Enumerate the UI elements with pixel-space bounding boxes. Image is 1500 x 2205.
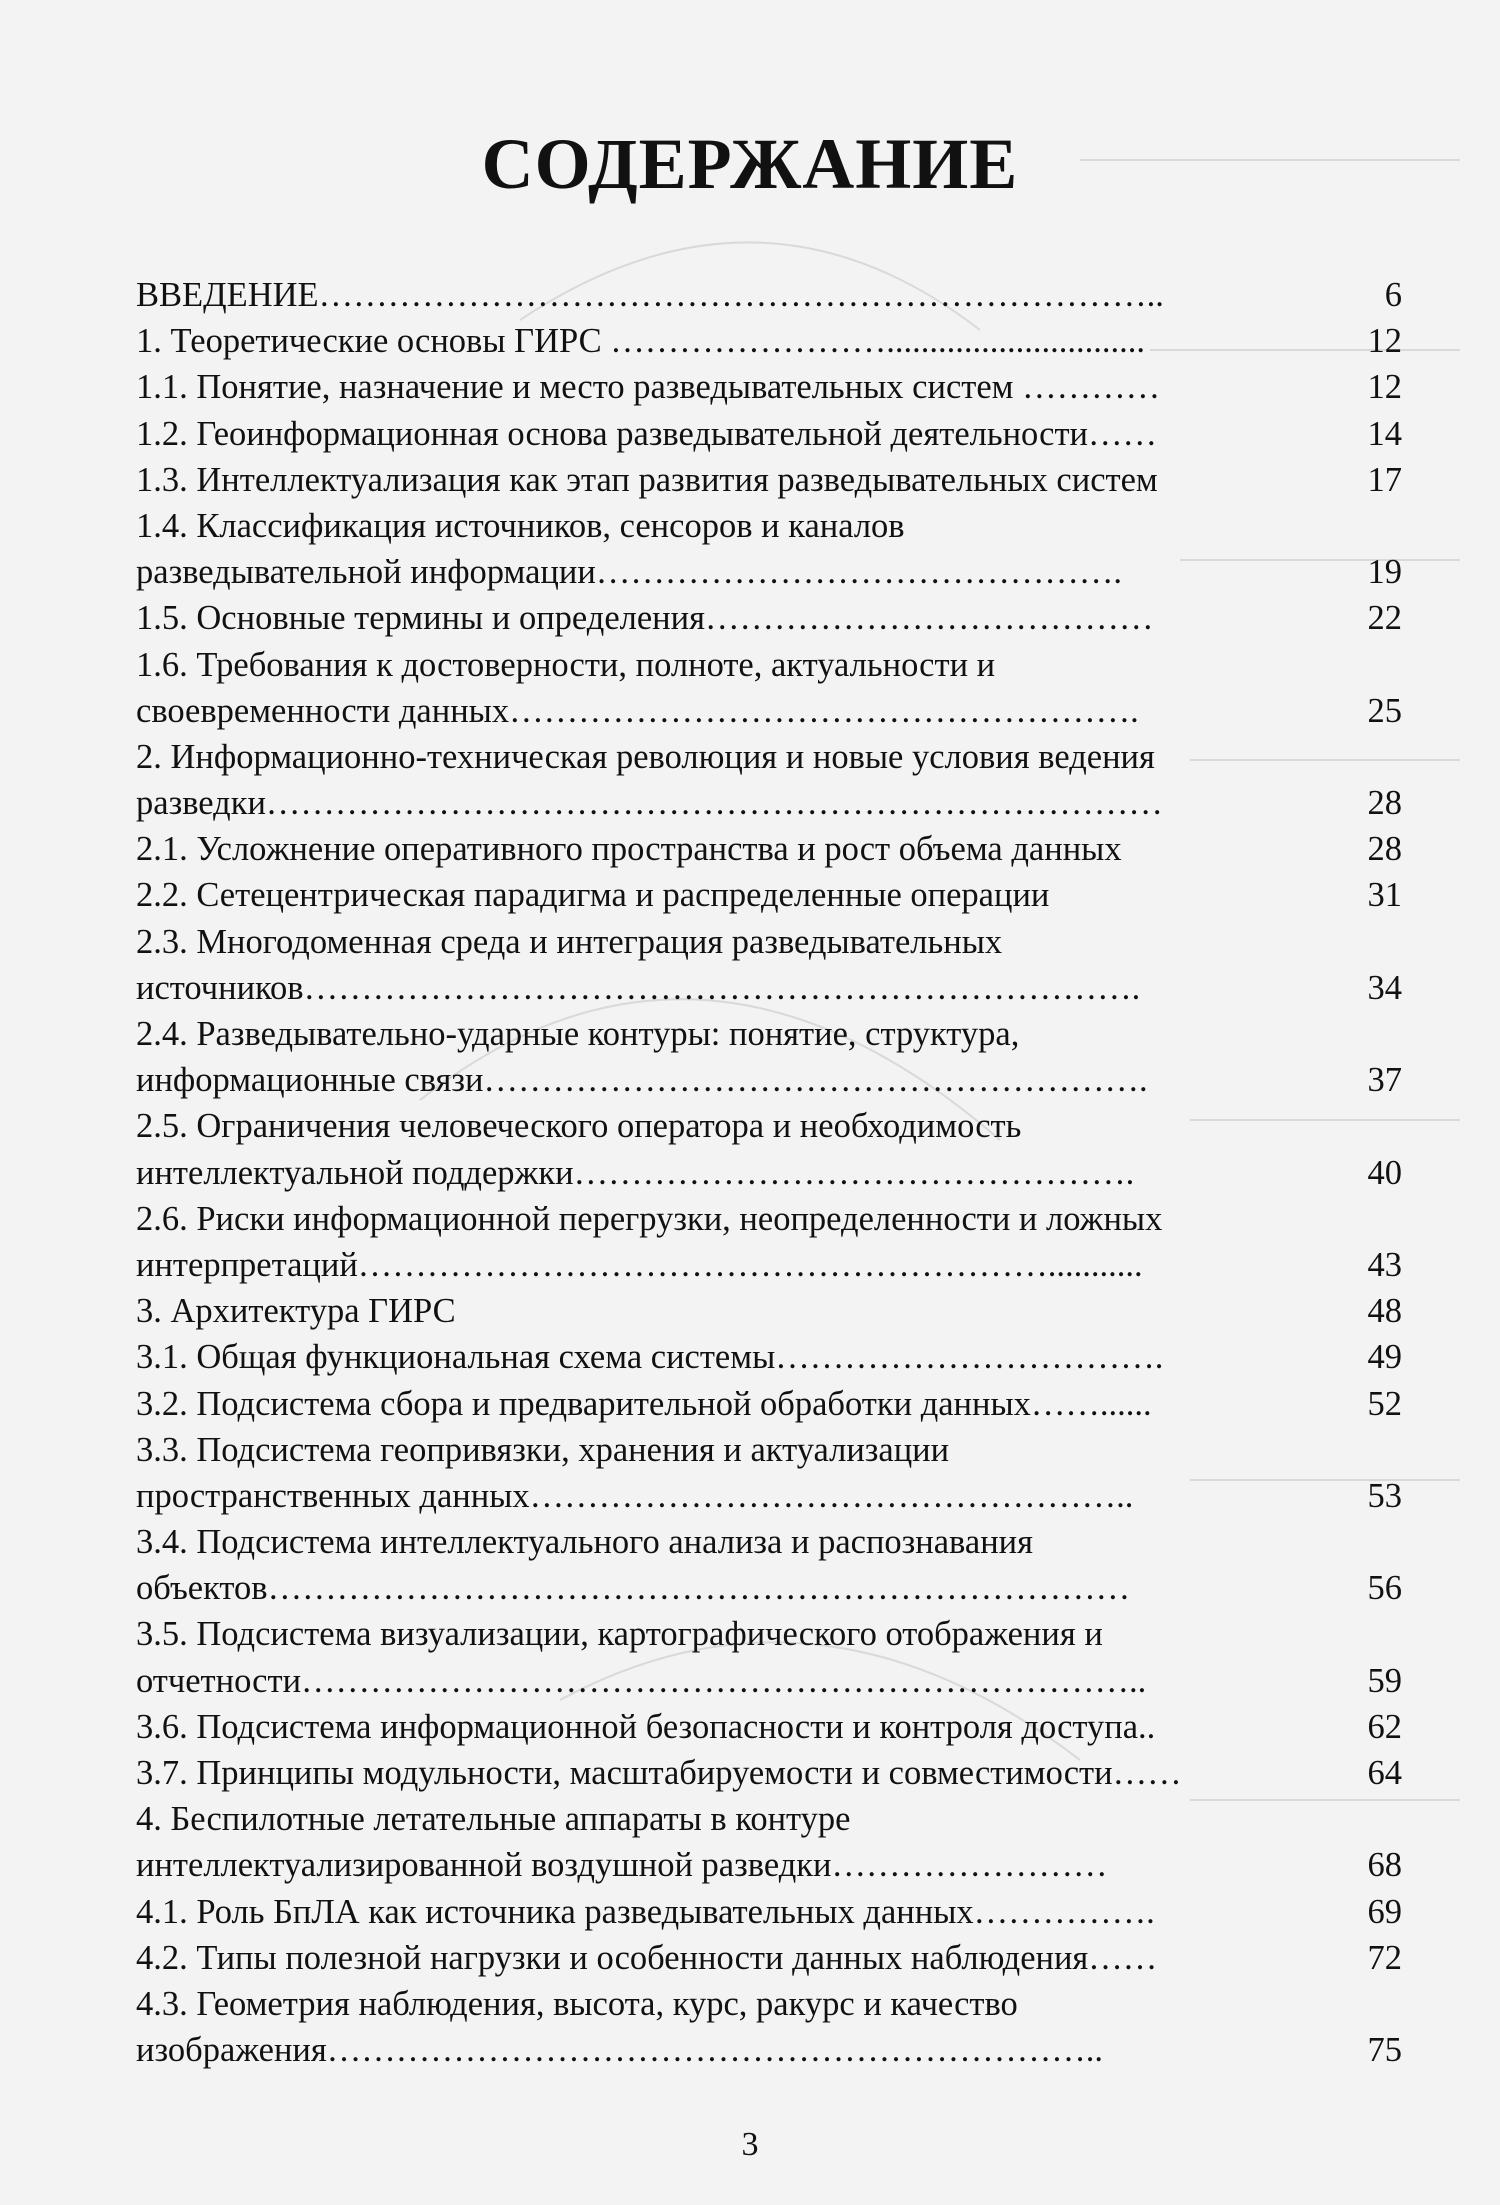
toc-entry-text: 1.6. Требования к достоверности, полноте, актуальности и	[136, 645, 996, 684]
page-title: СОДЕРЖАНИЕ	[481, 124, 1019, 204]
toc-line	[136, 318, 1402, 364]
toc-page-number: 72	[1367, 1938, 1402, 1977]
toc-entry-text: 2.6. Риски информационной перегрузки, неопределенности и ложных	[136, 1199, 1163, 1238]
toc-entry-text: 1.1. Понятие, назначение и место разведывательных систем …………	[136, 368, 1161, 407]
toc-entry-text: разведки……………………………………………………………………	[136, 784, 1163, 823]
toc-line	[136, 780, 1402, 826]
toc-line	[136, 503, 1396, 549]
toc-line	[136, 457, 1402, 503]
toc-page-number: 34	[1367, 968, 1402, 1007]
toc-entry-text: 3. Архитектура ГИРС	[136, 1292, 456, 1331]
toc-entry-text: интерпретаций……………………………………………………...........	[136, 1245, 1143, 1284]
toc-entry-text: 4.1. Роль БпЛА как источника разведывательных данных…………….	[136, 1892, 1155, 1931]
toc-line	[136, 1611, 1396, 1657]
toc-page-number: 28	[1367, 830, 1402, 869]
toc-page-number: 68	[1367, 1846, 1402, 1885]
toc-line	[136, 1473, 1402, 1519]
toc-entry-text: 2.5. Ограничения человеческого оператора и необходимость	[136, 1107, 1022, 1146]
toc-entry-text: ВВЕДЕНИЕ………………………………………………………………..	[136, 276, 1164, 314]
toc-line	[136, 2027, 1402, 2073]
toc-page-number: 28	[1367, 784, 1402, 823]
toc-line	[136, 1935, 1402, 1981]
toc-entry-text: 4.2. Типы полезной нагрузки и особенности данных наблюдения……	[136, 1938, 1158, 1977]
toc-entry-text: 2.1. Усложнение оперативного пространства и рост объема данных	[136, 830, 1122, 869]
toc-line	[136, 595, 1402, 641]
toc-page-number: 14	[1367, 414, 1402, 453]
toc-page-number: 69	[1367, 1892, 1402, 1931]
page-number: 3	[741, 2126, 759, 2163]
toc-line	[136, 642, 1396, 688]
toc-line	[136, 1150, 1402, 1196]
toc-entry-text: 1. Теоретические основы ГИРС ……………………..............................	[136, 322, 1146, 361]
toc-entry-text: 4.3. Геометрия наблюдения, высота, курс, ракурс и качество	[136, 1984, 1018, 2023]
toc-line	[136, 1427, 1396, 1473]
toc-entry-text: информационные связи………………………………………………….	[136, 1061, 1148, 1100]
toc-line	[136, 688, 1402, 734]
toc-line	[136, 1565, 1402, 1611]
toc-entry-text: 4. Беспилотные летательные аппараты в контуре	[136, 1800, 851, 1839]
toc-page-number: 49	[1367, 1338, 1402, 1377]
toc-entry-text: 3.5. Подсистема визуализации, картографического отображения и	[136, 1615, 1103, 1654]
toc-line	[136, 1519, 1396, 1565]
toc-page-number: 75	[1367, 2031, 1402, 2070]
toc-page-number: 19	[1367, 553, 1402, 592]
toc-entry-text: изображения…………………………………………………………..	[136, 2031, 1103, 2070]
toc-entry-text: интеллектуализированной воздушной разведки……………………	[136, 1846, 1108, 1885]
toc-line	[136, 919, 1396, 965]
toc-line	[136, 272, 1402, 318]
toc-entry-text: интеллектуальной поддержки………………………………………….	[136, 1153, 1135, 1192]
toc-line	[136, 549, 1402, 595]
toc-page-number: 59	[1367, 1661, 1402, 1700]
toc-line	[136, 872, 1402, 918]
toc-entry-text: 3.3. Подсистема геопривязки, хранения и актуализации	[136, 1430, 950, 1469]
toc-entry-text: разведывательной информации……………………………………….	[136, 553, 1122, 592]
toc-line	[136, 1103, 1396, 1149]
toc-page-number: 31	[1367, 876, 1402, 915]
toc-entry-text: 3.1. Общая функциональная схема системы…………………………….	[136, 1338, 1164, 1377]
toc-entry-text: 2. Информационно-техническая революция и новые условия ведения	[136, 737, 1155, 776]
toc-page-number: 48	[1367, 1292, 1402, 1331]
toc-line	[136, 826, 1402, 872]
toc-entry-text: 2.2. Сетецентрическая парадигма и распределенные операции	[136, 876, 1050, 915]
toc-entry-text: 1.2. Геоинформационная основа разведывательной деятельности……	[136, 414, 1158, 453]
table-of-contents	[136, 272, 1402, 2073]
toc-line	[136, 1704, 1402, 1750]
toc-entry-text: 2.4. Разведывательно-ударные контуры: понятие, структура,	[136, 1015, 1020, 1053]
toc-page-number: 43	[1367, 1245, 1402, 1284]
toc-line	[136, 1334, 1402, 1380]
toc-line	[136, 1750, 1402, 1796]
toc-line	[136, 1381, 1402, 1427]
toc-page-number: 53	[1367, 1476, 1402, 1515]
toc-page-number: 22	[1367, 599, 1402, 638]
toc-line	[136, 364, 1402, 410]
toc-entry-text: объектов…………………………………………………………………	[136, 1569, 1131, 1608]
toc-page-number: 6	[1384, 276, 1402, 314]
toc-line	[136, 1242, 1402, 1288]
toc-page-number: 12	[1367, 368, 1402, 407]
toc-page-number: 64	[1367, 1754, 1402, 1792]
toc-line	[136, 1196, 1396, 1242]
toc-entry-text: 3.6. Подсистема информационной безопасности и контроля доступа..	[136, 1707, 1156, 1746]
toc-entry-text: 3.7. Принципы модульности, масштабируемости и совместимости……	[136, 1754, 1182, 1792]
toc-line	[136, 1842, 1402, 1888]
toc-entry-text: 3.2. Подсистема сбора и предварительной обработки данных……......	[136, 1384, 1152, 1423]
toc-entry-text: 2.3. Многодоменная среда и интеграция разведывательных	[136, 922, 1003, 961]
toc-line	[136, 965, 1402, 1011]
toc-line	[136, 1011, 1396, 1057]
toc-line	[136, 1889, 1402, 1935]
toc-line	[136, 1981, 1396, 2027]
toc-page-number: 52	[1367, 1384, 1402, 1423]
toc-page-number: 62	[1367, 1707, 1402, 1746]
toc-line	[136, 411, 1402, 457]
toc-line	[136, 734, 1396, 780]
toc-line	[136, 1796, 1396, 1842]
toc-page-number: 25	[1367, 691, 1402, 730]
toc-line	[136, 1658, 1402, 1704]
toc-page-number: 40	[1367, 1153, 1402, 1192]
toc-entry-text: 1.4. Классификация источников, сенсоров и каналов	[136, 506, 905, 545]
toc-page-number: 17	[1367, 460, 1402, 499]
toc-page-number: 56	[1367, 1569, 1402, 1608]
toc-page-number: 12	[1367, 322, 1402, 361]
toc-entry-text: 1.5. Основные термины и определения…………………………………	[136, 599, 1154, 638]
toc-entry-text: своевременности данных……………………………………………….	[136, 691, 1139, 730]
toc-entry-text: пространственных данных……………………………………………..	[136, 1476, 1134, 1515]
toc-entry-text: 3.4. Подсистема интеллектуального анализа и распознавания	[136, 1523, 1033, 1562]
toc-line	[136, 1288, 1402, 1334]
toc-line	[136, 1057, 1402, 1103]
toc-entry-text: 1.3. Интеллектуализация как этап развития разведывательных систем	[136, 460, 1158, 499]
toc-entry-text: отчетности………………………………………………………………..	[136, 1661, 1147, 1700]
toc-entry-text: источников……………………………………………………………….	[136, 968, 1141, 1007]
toc-page-number: 37	[1367, 1061, 1402, 1100]
